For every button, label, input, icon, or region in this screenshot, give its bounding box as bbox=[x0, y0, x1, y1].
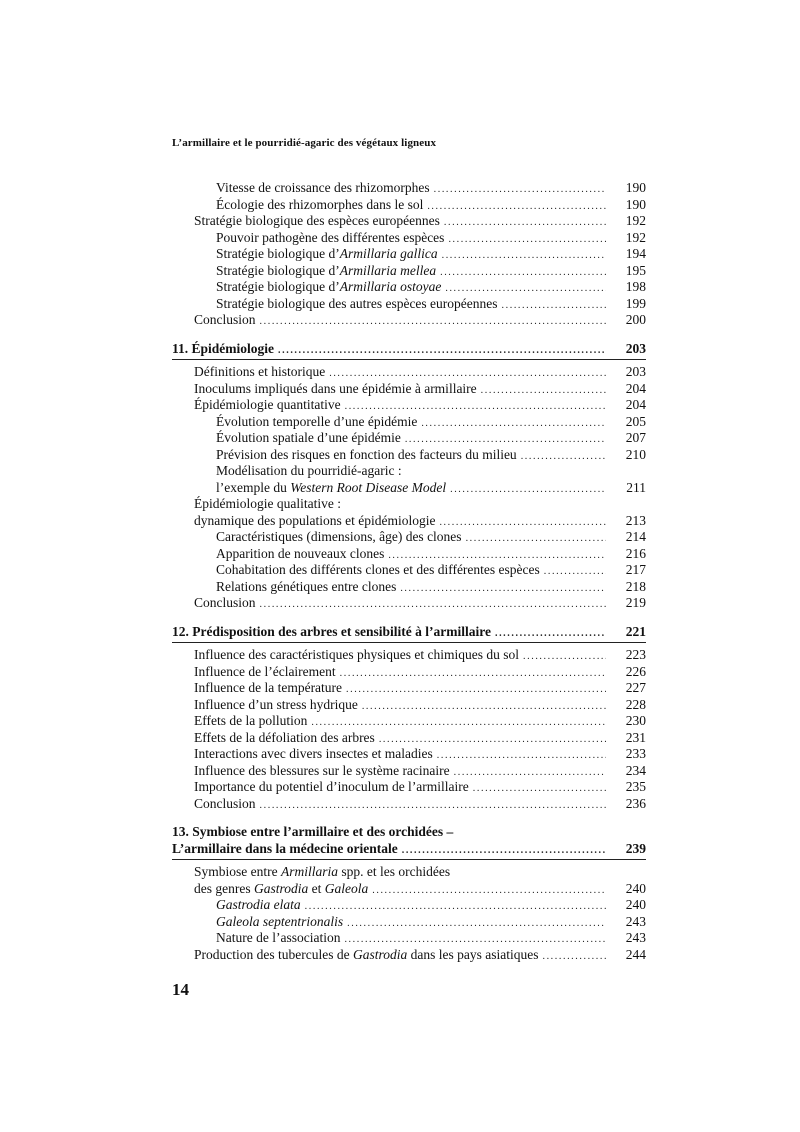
toc-entry[interactable] bbox=[172, 296, 646, 313]
toc-page-number: 217 bbox=[625, 562, 646, 577]
toc-entry-label: dynamique des populations et épidémiologie bbox=[194, 512, 436, 528]
table-of-contents bbox=[172, 180, 646, 963]
toc-chapter-entry[interactable] bbox=[172, 824, 646, 841]
toc-entry[interactable] bbox=[172, 397, 646, 414]
toc-entry-label: Pouvoir pathogène des différentes espèces bbox=[216, 229, 445, 245]
toc-entry-label: Stratégie biologique des espèces européennes bbox=[194, 213, 440, 228]
toc-entry-label: Évolution spatiale d’une épidémie bbox=[216, 430, 401, 445]
toc-entry-label: Conclusion bbox=[194, 312, 256, 327]
toc-page-number: 190 bbox=[625, 196, 646, 212]
toc-entry[interactable] bbox=[172, 463, 646, 480]
toc-entry-label: Stratégie biologique d’Armillaria mellea bbox=[216, 262, 437, 278]
toc-entry-label: Cohabitation des différents clones et des différentes espèces bbox=[216, 562, 540, 577]
toc-entry[interactable] bbox=[172, 595, 646, 612]
toc-entry[interactable] bbox=[172, 562, 646, 579]
toc-entry[interactable] bbox=[172, 447, 646, 464]
toc-entry-label: Nature de l’association bbox=[216, 930, 341, 945]
toc-entry-label: l’exemple du Western Root Disease Model bbox=[216, 479, 447, 495]
toc-page-number: 198 bbox=[625, 279, 646, 294]
toc-entry[interactable] bbox=[172, 647, 646, 664]
toc-entry[interactable] bbox=[172, 246, 646, 263]
toc-page-number: 195 bbox=[625, 262, 646, 278]
toc-entry-label: Influence de l’éclairement bbox=[194, 663, 336, 679]
toc-entry-label: Interactions avec divers insectes et maladies bbox=[194, 746, 433, 761]
toc-page-number: 218 bbox=[625, 578, 646, 594]
toc-entry[interactable] bbox=[172, 381, 646, 398]
toc-entry[interactable] bbox=[172, 697, 646, 714]
toc-entry[interactable] bbox=[172, 480, 646, 497]
toc-entry[interactable] bbox=[172, 680, 646, 697]
toc-page-number: 194 bbox=[625, 246, 646, 261]
toc-entry[interactable] bbox=[172, 213, 646, 230]
toc-entry[interactable] bbox=[172, 197, 646, 214]
toc-entry-label: Relations génétiques entre clones bbox=[216, 578, 397, 594]
chapter-rule bbox=[172, 859, 646, 860]
toc-entry[interactable] bbox=[172, 864, 646, 881]
toc-entry-label: Stratégie biologique des autres espèces européennes bbox=[216, 295, 498, 311]
toc-page-number: 205 bbox=[625, 413, 646, 429]
toc-entry[interactable] bbox=[172, 546, 646, 563]
toc-page-number: 230 bbox=[625, 713, 646, 728]
toc-page-number: 223 bbox=[625, 647, 646, 662]
toc-page-number: 192 bbox=[625, 213, 646, 228]
toc-page-number: 239 bbox=[625, 840, 646, 856]
toc-entry[interactable] bbox=[172, 730, 646, 747]
toc-page-number: 235 bbox=[625, 779, 646, 794]
toc-chapter-entry[interactable] bbox=[172, 341, 646, 358]
page-number: 14 bbox=[172, 980, 189, 999]
toc-page-number: 211 bbox=[626, 479, 646, 495]
toc-page-number: 214 bbox=[625, 529, 646, 544]
toc-page-number: 243 bbox=[625, 913, 646, 929]
toc-entry[interactable] bbox=[172, 746, 646, 763]
toc-entry-label: Conclusion bbox=[194, 595, 256, 610]
toc-entry-label: Gastrodia elata bbox=[216, 897, 301, 912]
toc-entry[interactable] bbox=[172, 579, 646, 596]
toc-page-number: 221 bbox=[625, 623, 646, 639]
toc-entry-label: Épidémiologie qualitative : bbox=[194, 496, 341, 511]
toc-page-number: 240 bbox=[625, 880, 646, 896]
toc-entry[interactable] bbox=[172, 529, 646, 546]
toc-entry-label: Influence de la température bbox=[194, 680, 343, 695]
toc-entry[interactable] bbox=[172, 930, 646, 947]
toc-entry-label: Écologie des rhizomorphes dans le sol bbox=[216, 196, 424, 212]
toc-entry-label: Galeola septentrionalis bbox=[216, 913, 344, 929]
leader-dots bbox=[260, 314, 606, 331]
toc-page-number: 207 bbox=[625, 430, 646, 445]
toc-entry[interactable] bbox=[172, 312, 646, 329]
toc-entry[interactable] bbox=[172, 897, 646, 914]
toc-page-number: 203 bbox=[625, 340, 646, 356]
toc-entry-label: Influence des caractéristiques physiques et chimiques du sol bbox=[194, 647, 520, 662]
toc-entry[interactable] bbox=[172, 796, 646, 813]
toc-entry[interactable] bbox=[172, 513, 646, 530]
toc-entry-label: Effets de la défoliation des arbres bbox=[194, 729, 375, 745]
toc-page-number: 204 bbox=[625, 397, 646, 412]
toc-page-number: 226 bbox=[625, 663, 646, 679]
toc-entry-label: Effets de la pollution bbox=[194, 713, 308, 728]
toc-entry-label: Vitesse de croissance des rhizomorphes bbox=[216, 180, 430, 195]
toc-entry-label: Conclusion bbox=[194, 795, 256, 811]
toc-entry[interactable] bbox=[172, 763, 646, 780]
toc-entry-label: Caractéristiques (dimensions, âge) des clones bbox=[216, 529, 462, 544]
toc-entry-label: Épidémiologie quantitative bbox=[194, 397, 341, 412]
chapter-rule bbox=[172, 359, 646, 360]
toc-page-number: 234 bbox=[625, 762, 646, 778]
toc-page-number: 236 bbox=[625, 795, 646, 811]
leader-dots bbox=[260, 597, 606, 614]
toc-entry-label: 13. Symbiose entre l’armillaire et des orchidées – bbox=[172, 824, 454, 839]
toc-page-number: 244 bbox=[625, 946, 646, 962]
toc-entry[interactable] bbox=[172, 496, 646, 513]
toc-entry-label: Stratégie biologique d’Armillaria ostoyae bbox=[216, 279, 442, 294]
toc-page-number: 210 bbox=[625, 446, 646, 462]
toc-entry-label: Évolution temporelle d’une épidémie bbox=[216, 413, 418, 429]
leader-dots bbox=[542, 949, 606, 966]
toc-entry-label: Inoculums impliqués dans une épidémie à armillaire bbox=[194, 380, 477, 396]
leader-dots bbox=[260, 798, 606, 815]
toc-entry[interactable] bbox=[172, 263, 646, 280]
toc-page-number: 199 bbox=[625, 295, 646, 311]
toc-page-number: 243 bbox=[625, 930, 646, 945]
toc-entry-label: 12. Prédisposition des arbres et sensibilité à l’armillaire bbox=[172, 623, 491, 639]
toc-entry[interactable] bbox=[172, 947, 646, 964]
toc-entry-label: Définitions et historique bbox=[194, 364, 326, 379]
toc-entry-label: Influence des blessures sur le système racinaire bbox=[194, 762, 450, 778]
toc-entry-label: Production des tubercules de Gastrodia dans les pays asiatiques bbox=[194, 946, 539, 962]
leader-dots bbox=[495, 626, 606, 643]
toc-entry-label: Stratégie biologique d’Armillaria gallica bbox=[216, 246, 438, 261]
toc-page-number: 192 bbox=[625, 229, 646, 245]
toc-entry-label: L’armillaire dans la médecine orientale bbox=[172, 840, 398, 856]
toc-page-number: 213 bbox=[625, 512, 646, 528]
toc-entry[interactable] bbox=[172, 180, 646, 197]
toc-entry-label: Influence d’un stress hydrique bbox=[194, 696, 358, 712]
toc-entry-label: Prévision des risques en fonction des facteurs du milieu bbox=[216, 446, 517, 462]
toc-chapter-entry[interactable] bbox=[172, 841, 646, 858]
toc-page-number: 216 bbox=[625, 545, 646, 561]
toc-page-number: 228 bbox=[625, 696, 646, 712]
toc-page-number: 204 bbox=[625, 380, 646, 396]
toc-page-number: 240 bbox=[625, 897, 646, 912]
toc-entry[interactable] bbox=[172, 779, 646, 796]
toc-page-number: 227 bbox=[625, 680, 646, 695]
toc-entry[interactable] bbox=[172, 914, 646, 931]
toc-entry[interactable] bbox=[172, 279, 646, 296]
chapter-rule bbox=[172, 642, 646, 643]
toc-entry[interactable] bbox=[172, 664, 646, 681]
toc-entry-label: Apparition de nouveaux clones bbox=[216, 545, 385, 561]
toc-entry-label: Symbiose entre Armillaria spp. et les orchidées bbox=[194, 864, 451, 879]
toc-entry-label: Importance du potentiel d’inoculum de l’armillaire bbox=[194, 779, 469, 794]
toc-page-number: 233 bbox=[625, 746, 646, 761]
running-title: L’armillaire et le pourridié-agaric des végétaux ligneux bbox=[172, 137, 437, 149]
toc-page-number: 219 bbox=[625, 595, 646, 610]
toc-page-number: 190 bbox=[625, 180, 646, 195]
toc-entry-label: 11. Épidémiologie bbox=[172, 340, 275, 356]
toc-entry[interactable] bbox=[172, 414, 646, 431]
toc-entry[interactable] bbox=[172, 881, 646, 898]
toc-entry-label: Modélisation du pourridié-agaric : bbox=[216, 463, 402, 478]
toc-chapter-entry[interactable] bbox=[172, 624, 646, 641]
toc-entry[interactable] bbox=[172, 364, 646, 381]
toc-entry[interactable] bbox=[172, 713, 646, 730]
toc-entry[interactable] bbox=[172, 230, 646, 247]
leader-dots bbox=[402, 843, 606, 860]
leader-dots bbox=[278, 343, 606, 360]
toc-entry[interactable] bbox=[172, 430, 646, 447]
toc-page-number: 200 bbox=[625, 312, 646, 327]
toc-page-number: 231 bbox=[625, 729, 646, 745]
toc-page-number: 203 bbox=[625, 364, 646, 379]
toc-entry-label: des genres Gastrodia et Galeola bbox=[194, 880, 369, 896]
